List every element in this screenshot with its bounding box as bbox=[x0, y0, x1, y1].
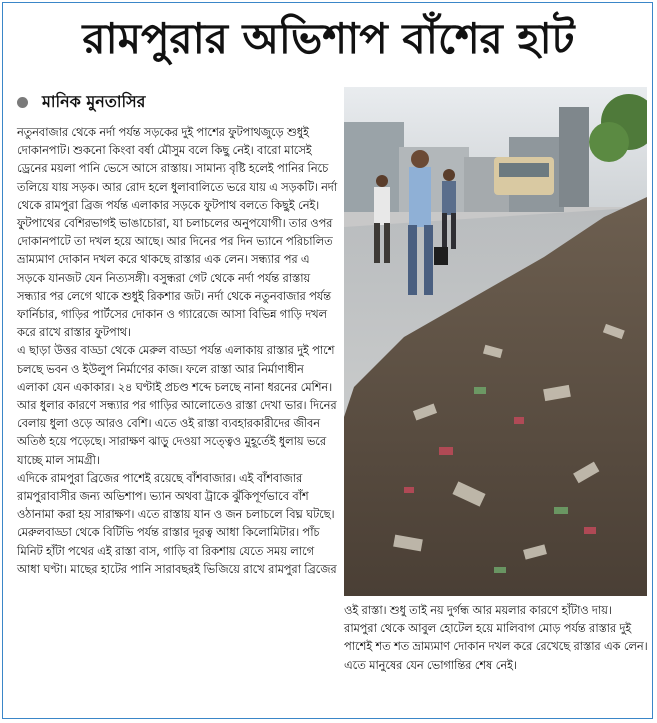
headline: রামপুরার অভিশাপ বাঁশের হাট bbox=[82, 14, 575, 63]
paragraph: নতুনবাজার থেকে নর্দা পর্যন্ত সড়কের দুই পাশের ফুটপাথজুড়ে শুধুই দোকানপাট। শুকনো কিংবা বর্ষা মৌসুম বলে কিছু নেই। বারো মাসেই ড্রেনের ময়লা পানি ভেসে আসে রাস্তায়। সামান্য বৃষ্টি হলেই পানির নিচে তলিয়ে যায় সড়ক। আর রোদ হলে ধুলাবালিতে ভরে যায় এ সড়কটি। নর্দা থেকে রামপুরা ব্রিজ পর্যন্ত এলাকার সড়কে ফুটপাথ বলতে কিছুই নেই। ফুটপাথের বেশিরভাগই ভাঙাচোরা, যা চলাচলের অনুপযোগী। তার ওপর দোকানপাটে তা দখল হয়ে আছে। আর দিনের পর দিন ভ্যানে পরিচালিত ভ্রাম্যমাণ দোকান দখল করে থাকছে রাস্তার এক লেন। সন্ধ্যার পর এ সড়কে যানজট যেন নিত্যসঙ্গী। বসুন্ধরা গেট থেকে নর্দা পর্যন্ত রাস্তায় সন্ধ্যার পর লেগে থাকে শুধুই রিকশার জট। নর্দা থেকে নতুনবাজার পর্যন্ত ফার্নিচার, গাড়ির পার্টসের দোকান ও গ্যারেজে আসা বিভিন্ন গাড়ি দখল করে রাখে রাস্তার ফুটপাথ। bbox=[17, 125, 338, 340]
paragraph: এ ছাড়া উত্তর বাড্ডা থেকে মেরুল বাড্ডা পর্যন্ত এলাকায় রাস্তার দুই পাশে চলছে ভবন ও ইউলুপ নির্মাণের কাজ। ফলে রাস্তা আর নির্মাণাধীন এলাকা যেন একাকার। ২৪ ঘণ্টাই প্রচণ্ড শব্দে চলছে নানা ধরনের মেশিন। আর ধুলার কারণে সন্ধ্যার পর গাড়ির আলোতেও রাস্তা দেখা ভার। দিনের বেলায় ধুলা ওড়ে আরও বেশি। এতে ওই রাস্তা ব্যবহারকারীদের জীবন অতিষ্ঠ হয়ে পড়েছে। সারাক্ষণ ঝাড়ু দেওয়া সত্ত্বেও মুহূর্তেই ধুলায় ভরে যাচ্ছে মাল সামগ্রী। bbox=[17, 343, 337, 467]
street-photo bbox=[344, 87, 647, 596]
right-column bbox=[344, 601, 648, 674]
paragraph: রামপুরা থেকে আবুল হোটেল হয়ে মালিবাগ মোড় পর্যন্ত রাস্তার দুই পাশেই শত শত ভ্রাম্যমাণ দোকান দখল করে রেখেছে রাস্তার এক লেন। এতে মানুষের যেন ভোগান্তির শেষ নেই। bbox=[344, 621, 648, 672]
left-column bbox=[17, 123, 337, 578]
paragraph: মেরুলবাড্ডা থেকে বিটিভি পর্যন্ত রাস্তার দূরত্ব আধা কিলোমিটার। পাঁচ মিনিট হাঁটা পথের এই রাস্তা বাস, গাড়ি বা রিকশায় যেতে সময় লাগে আধা ঘণ্টা। মাছের হাটের পানি সারাবছরই ভিজিয়ে রাখে রামপুরা ব্রিজের bbox=[17, 525, 337, 576]
article-frame bbox=[2, 2, 653, 719]
author-name: মানিক মুনতাসির bbox=[42, 92, 146, 111]
paragraph: ওই রাস্তা। শুধু তাই নয় দুর্গন্ধ আর ময়লার কারণে হাঁটাও দায়। bbox=[344, 603, 612, 617]
byline bbox=[17, 89, 145, 116]
bullet-icon bbox=[17, 97, 28, 108]
paragraph: এদিকে রামপুরা ব্রিজের পাশেই রয়েছে বাঁশবাজার। এই বাঁশবাজার রামপুরাবাসীর জন্য অভিশাপ। ভ্যান অথবা ট্রাকে ঝুঁকিপূর্ণভাবে বাঁশ ওঠানামা করা হয় সারাক্ষণ। এতে রাস্তায় যান ও জন চলাচলে বিঘ্ন ঘটছে। bbox=[17, 470, 335, 522]
